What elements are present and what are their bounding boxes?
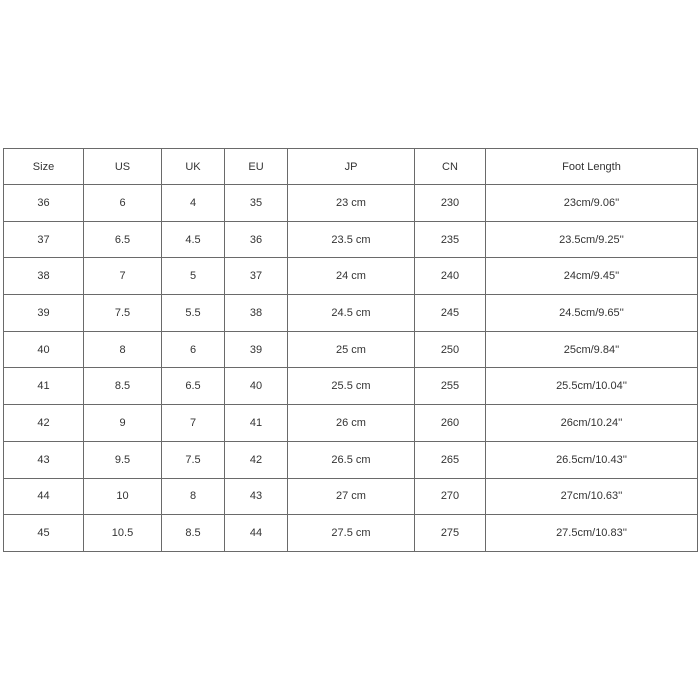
- cell-size: 37: [4, 221, 84, 258]
- cell-foot-length: 25.5cm/10.04'': [486, 368, 698, 405]
- cell-uk: 4: [162, 185, 225, 222]
- table-row: [4, 331, 698, 368]
- table-row: [4, 405, 698, 442]
- cell-jp: 27.5 cm: [288, 515, 415, 552]
- header-uk: UK: [162, 149, 225, 185]
- cell-eu: 38: [225, 295, 288, 332]
- cell-eu: 37: [225, 258, 288, 295]
- cell-us: 9: [84, 405, 162, 442]
- table-row: [4, 368, 698, 405]
- header-row: [4, 149, 698, 185]
- cell-size: 43: [4, 441, 84, 478]
- cell-cn: 230: [415, 185, 486, 222]
- cell-size: 38: [4, 258, 84, 295]
- cell-foot-length: 23.5cm/9.25'': [486, 221, 698, 258]
- cell-foot-length: 23cm/9.06'': [486, 185, 698, 222]
- cell-cn: 245: [415, 295, 486, 332]
- cell-size: 40: [4, 331, 84, 368]
- cell-us: 8.5: [84, 368, 162, 405]
- header-jp: JP: [288, 149, 415, 185]
- header-cn: CN: [415, 149, 486, 185]
- table-row: [4, 295, 698, 332]
- cell-eu: 43: [225, 478, 288, 515]
- cell-jp: 26 cm: [288, 405, 415, 442]
- table-row: [4, 221, 698, 258]
- cell-uk: 8.5: [162, 515, 225, 552]
- cell-eu: 39: [225, 331, 288, 368]
- cell-size: 36: [4, 185, 84, 222]
- cell-foot-length: 27.5cm/10.83'': [486, 515, 698, 552]
- header-us: US: [84, 149, 162, 185]
- cell-uk: 5.5: [162, 295, 225, 332]
- cell-eu: 35: [225, 185, 288, 222]
- cell-eu: 40: [225, 368, 288, 405]
- cell-uk: 6: [162, 331, 225, 368]
- cell-size: 45: [4, 515, 84, 552]
- header-eu: EU: [225, 149, 288, 185]
- cell-cn: 265: [415, 441, 486, 478]
- cell-us: 9.5: [84, 441, 162, 478]
- table-row: [4, 478, 698, 515]
- cell-eu: 36: [225, 221, 288, 258]
- cell-cn: 275: [415, 515, 486, 552]
- size-chart-table: [3, 148, 698, 552]
- cell-uk: 8: [162, 478, 225, 515]
- cell-foot-length: 25cm/9.84'': [486, 331, 698, 368]
- cell-size: 41: [4, 368, 84, 405]
- table-row: [4, 515, 698, 552]
- cell-jp: 24 cm: [288, 258, 415, 295]
- cell-eu: 41: [225, 405, 288, 442]
- cell-jp: 27 cm: [288, 478, 415, 515]
- cell-us: 7: [84, 258, 162, 295]
- header-size: Size: [4, 149, 84, 185]
- cell-jp: 24.5 cm: [288, 295, 415, 332]
- cell-us: 6: [84, 185, 162, 222]
- cell-uk: 4.5: [162, 221, 225, 258]
- cell-cn: 235: [415, 221, 486, 258]
- cell-eu: 44: [225, 515, 288, 552]
- cell-cn: 270: [415, 478, 486, 515]
- cell-us: 7.5: [84, 295, 162, 332]
- cell-uk: 7.5: [162, 441, 225, 478]
- cell-us: 6.5: [84, 221, 162, 258]
- cell-eu: 42: [225, 441, 288, 478]
- table-body: [4, 185, 698, 552]
- header-foot-length: Foot Length: [486, 149, 698, 185]
- cell-jp: 25.5 cm: [288, 368, 415, 405]
- cell-foot-length: 27cm/10.63'': [486, 478, 698, 515]
- table-row: [4, 441, 698, 478]
- cell-uk: 6.5: [162, 368, 225, 405]
- cell-cn: 255: [415, 368, 486, 405]
- cell-foot-length: 26.5cm/10.43'': [486, 441, 698, 478]
- cell-size: 44: [4, 478, 84, 515]
- cell-jp: 26.5 cm: [288, 441, 415, 478]
- cell-foot-length: 24.5cm/9.65'': [486, 295, 698, 332]
- cell-foot-length: 24cm/9.45'': [486, 258, 698, 295]
- cell-jp: 23.5 cm: [288, 221, 415, 258]
- table-row: [4, 185, 698, 222]
- cell-size: 39: [4, 295, 84, 332]
- cell-us: 10: [84, 478, 162, 515]
- cell-cn: 250: [415, 331, 486, 368]
- cell-uk: 7: [162, 405, 225, 442]
- cell-cn: 240: [415, 258, 486, 295]
- cell-us: 8: [84, 331, 162, 368]
- cell-cn: 260: [415, 405, 486, 442]
- cell-size: 42: [4, 405, 84, 442]
- table-row: [4, 258, 698, 295]
- cell-foot-length: 26cm/10.24'': [486, 405, 698, 442]
- cell-jp: 23 cm: [288, 185, 415, 222]
- cell-jp: 25 cm: [288, 331, 415, 368]
- cell-us: 10.5: [84, 515, 162, 552]
- cell-uk: 5: [162, 258, 225, 295]
